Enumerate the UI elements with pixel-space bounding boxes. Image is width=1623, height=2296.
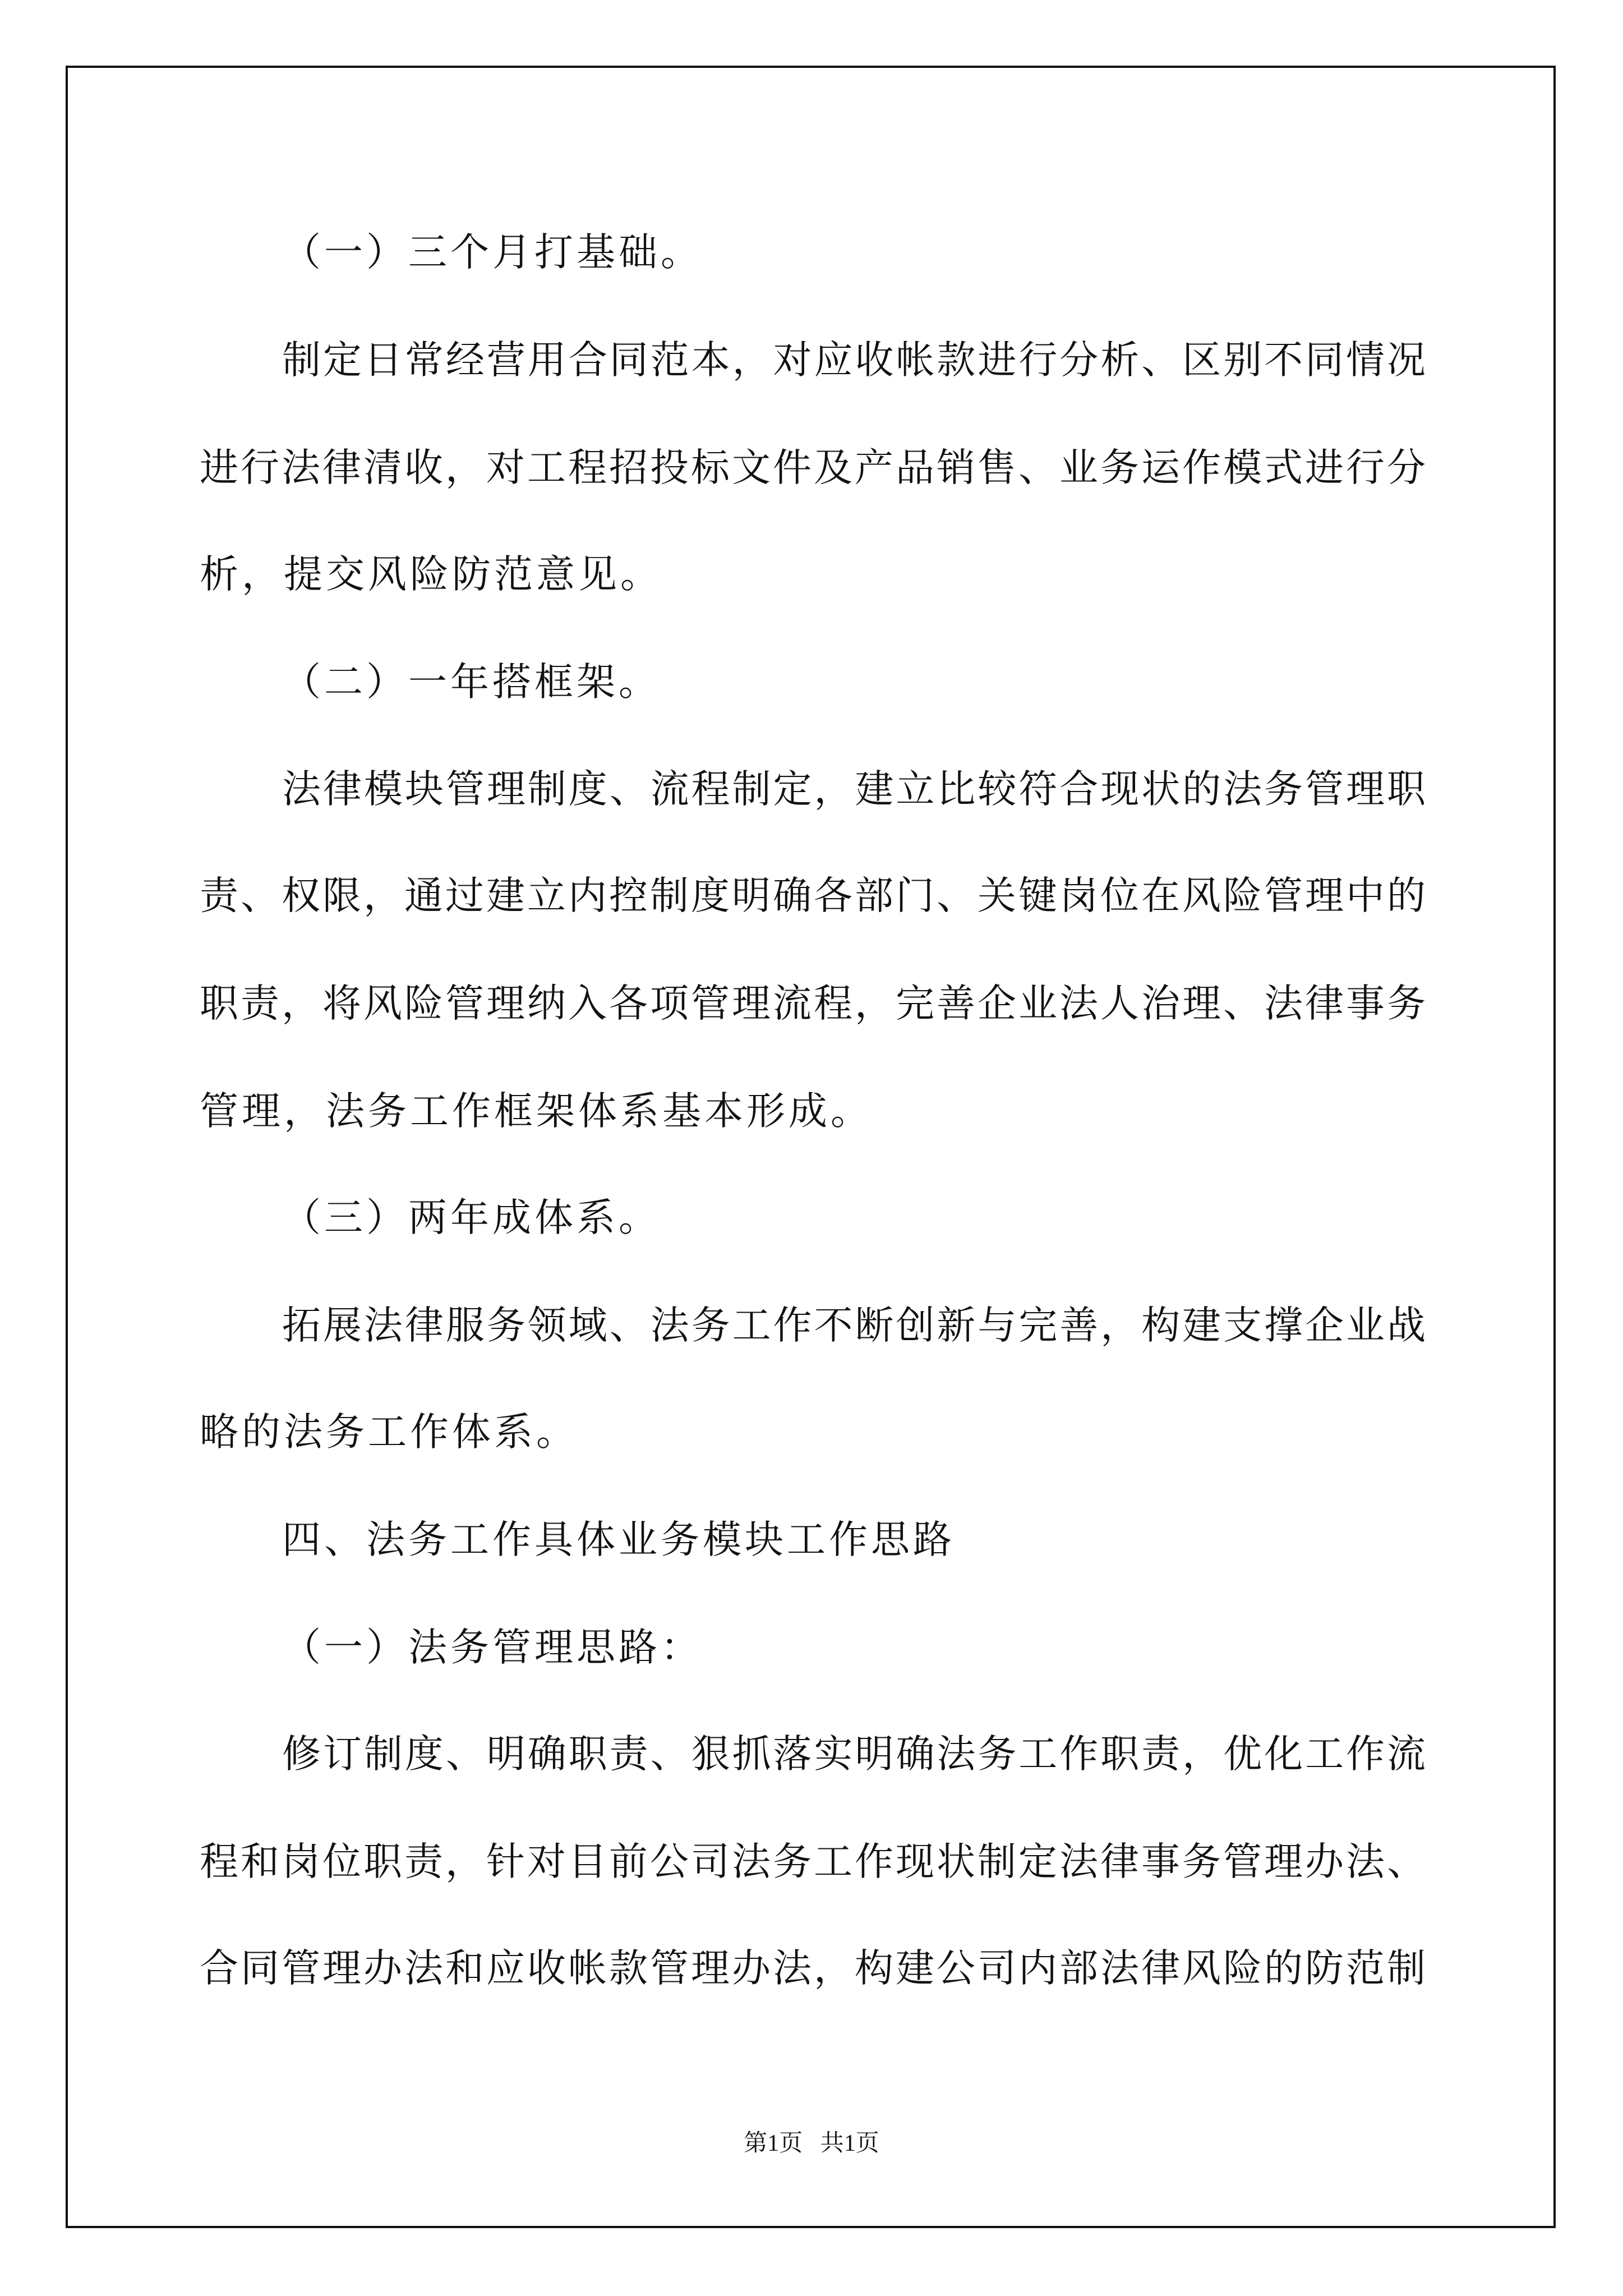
paragraph-line: 职责，将风险管理纳入各项管理流程，完善企业法人治理、法律事务	[200, 981, 1426, 1026]
section-heading: （二）一年搭框架。	[282, 660, 661, 705]
paragraph-line: 制定日常经营用合同范本，对应收帐款进行分析、区别不同情况	[282, 338, 1426, 383]
paragraph-line: 进行法律清收，对工程招投标文件及产品销售、业务运作模式进行分	[200, 445, 1426, 490]
page-number-footer: 第1页 共1页	[744, 2131, 879, 2156]
paragraph-line: 析，提交风险防范意见。	[200, 552, 662, 597]
section-heading: 四、法务工作具体业务模块工作思路	[282, 1517, 955, 1562]
page-border	[66, 66, 1556, 2228]
paragraph-line: 法律模块管理制度、流程制定，建立比较符合现状的法务管理职	[282, 767, 1426, 812]
paragraph-line: 管理，法务工作框架体系基本形成。	[200, 1089, 873, 1134]
paragraph-line: 拓展法律服务领域、法务工作不断创新与完善，构建支撑企业战	[282, 1303, 1426, 1348]
section-heading: （一）三个月打基础。	[282, 230, 703, 275]
paragraph-line: 程和岗位职责，针对目前公司法务工作现状制定法律事务管理办法、	[200, 1839, 1426, 1884]
paragraph-line: 合同管理办法和应收帐款管理办法，构建公司内部法律风险的防范制	[200, 1946, 1426, 1991]
paragraph-line: 责、权限，通过建立内控制度明确各部门、关键岗位在风险管理中的	[200, 873, 1426, 918]
paragraph-line: 略的法务工作体系。	[200, 1410, 578, 1455]
paragraph-line: 修订制度、明确职责、狠抓落实明确法务工作职责，优化工作流	[282, 1732, 1426, 1777]
section-heading: （一）法务管理思路：	[282, 1625, 703, 1670]
section-heading: （三）两年成体系。	[282, 1195, 661, 1240]
